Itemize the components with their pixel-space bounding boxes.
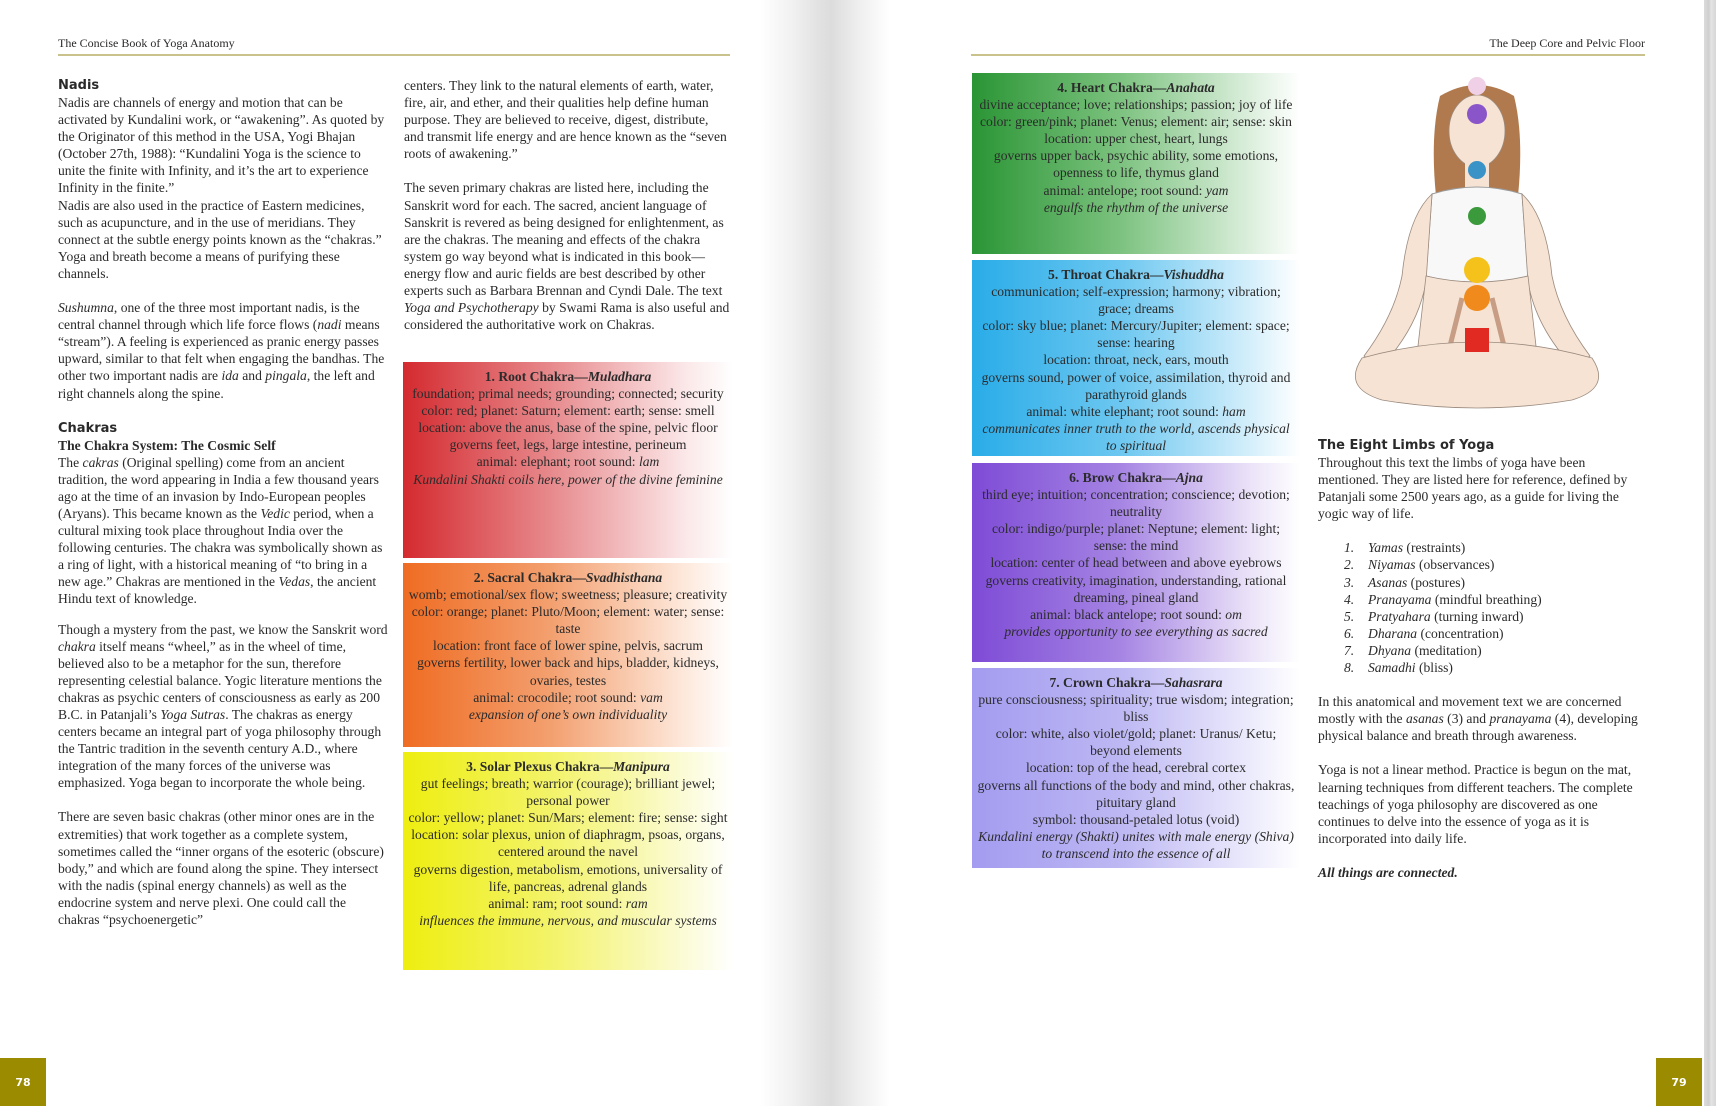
chakras-paragraph-1: The cakras (Original spelling) come from an ancient tradition, the word appearing in India a few thousand years ago at the time of an invasion by Indo-European peoples (Aryans). This became known as the Vedic period, when a cultural mixing took place throughout India over the following centuries. The chakra was symbolically shown as a ring of light, with a historical meaning of “to bring in a new age.” Chakras are mentioned in the Vedas, the ancient Hindu text of knowledge.: [58, 454, 383, 607]
chakra-box-crown: 7. Crown Chakra—Sahasrara pure consciousness; spirituality; true wisdom; integration; bliss color: white, also violet/gold; planet: Uranus/ Ketu; beyond elements location: top of the head, cerebral cortex governs all functions of the body and mind, other chakras, pituitary gland symbol: thousand-petaled lotus (void) Kundalini energy (Shakti) unites with male energy (Shiva) to transcend into the essence of all: [972, 668, 1300, 868]
left-running-head: The Concise Book of Yoga Anatomy: [58, 36, 235, 50]
chakras-paragraph-2: Though a mystery from the past, we know the Sanskrit word chakra itself means “wheel,” as in the wheel of time, believed also to be a metaphor for the sun, therefore representing celestial balance. Yogic literature mentions the chakras as psychic centers of consciousness as early as 200 B.C. in Patanjali’s Yoga Sutras. The chakras as energy centers became an integral part of yoga philosophy through the Tantric tradition in the seventh century A.D., where integration of the many forces of the universe was emphasized. Yoga began to incorporate the whole being.: [58, 621, 388, 791]
page-number-left: 78: [0, 1058, 46, 1106]
chakra-system-subheading: The Chakra System: The Cosmic Self: [58, 437, 276, 453]
chakra-box-throat: 5. Throat Chakra—Vishuddha communication; self-expression; harmony; vibration; grace; dreams color: sky blue; planet: Mercury/Jupiter; element: space; sense: hearing location: throat, neck, ears, mouth governs sound, power of voice, assimilation, thyroid and parathyroid glands animal: white elephant; root sound: ham communicates inner truth to the world, ascends physical to spiritual: [972, 260, 1300, 456]
left-column-2: [404, 77, 730, 350]
limb-item: 1. Yamas (restraints): [1344, 540, 1466, 556]
limb-item: 8. Samadhi (bliss): [1344, 660, 1453, 676]
nadis-heading: Nadis: [58, 78, 100, 93]
sushumna-paragraph: Sushumna, one of the three most important nadis, is the central channel through which life force flows (nadi means “stream”). A feeling is experienced as pranic energy passes upward, similar to that felt when engaging the bandhas. The other two important nadis are ida and pingala, the left and right channels along the spine.: [58, 300, 385, 401]
eight-limbs-intro: Throughout this text the limbs of yoga have been mentioned. They are listed here for reference, defined by Patanjali some 2500 years ago, as a guide for living the yogic way of life.: [1318, 455, 1628, 522]
right-column: [1318, 437, 1648, 898]
chakras-continued-paragraph: centers. They link to the natural elements of earth, water, fire, air, and ether, and their qualities help define human purpose. They are believed to receive, digest, distribute, and transmit life energy and are hence known as the “seven roots of awakening.”: [404, 78, 727, 162]
limb-item: 4. Pranayama (mindful breathing): [1344, 591, 1542, 607]
yoga-not-linear-paragraph: Yoga is not a linear method. Practice is begun on the mat, learning techniques from different teachers. The complete teachings of yoga philosophy are discovered as one continues to delve into the essence of yoga as it is incorporated into daily life.: [1318, 762, 1633, 846]
chakra-box-sacral: 2. Sacral Chakra—Svadhisthana womb; emotional/sex flow; sweetness; pleasure; creativity color: orange; planet: Pluto/Moon; element: water; sense: taste location: front face of lower spine, pelvis, sacrum governs fertility, lower back and hips, bladder, kidneys, ovaries, testes animal: crocodile; root sound: vam expansion of one’s own individuality: [403, 563, 733, 747]
left-column-1: [58, 77, 388, 945]
chakra-box-heart: 4. Heart Chakra—Anahata divine acceptance; love; relationships; passion; joy of life color: green/pink; planet: Venus; element: air; sense: skin location: upper chest, heart, lungs governs upper back, psychic ability, some emotions, openness to life, thymus gland animal: antelope; root sound: yam engulfs the rhythm of the universe: [972, 73, 1300, 254]
page-number-right: 79: [1656, 1058, 1702, 1106]
page-edge: [1704, 0, 1716, 1106]
book-gutter-shadow: [760, 0, 890, 1106]
limb-item: 3. Asanas (postures): [1344, 574, 1466, 590]
limb-item: 2. Niyamas (observances): [1344, 557, 1495, 573]
eight-limbs-heading: The Eight Limbs of Yoga: [1318, 438, 1495, 453]
chakras-paragraph-3: There are seven basic chakras (other minor ones are in the extremities) that work together as a complete system, sometimes called the “inner organs of the esoteric (obscure) body,” and which are found along the spine. They intersect with the nadis (spinal energy channels) as well as the endocrine system and nerve plexi. One could call the chakras “psychoenergetic”: [58, 809, 384, 928]
chakra-box-solar-plexus: 3. Solar Plexus Chakra—Manipura gut feelings; breath; warrior (courage); brilliant jewel; personal power color: yellow; planet: Sun/Mars; element: fire; sense: sight location: solar plexus, union of diaphragm, psoas, organs, centered around the navel governs digestion, metabolism, emotions, universality of life, pancreas, adrenal glands animal: ram; root sound: ram influences the immune, nervous, and muscular systems: [403, 752, 733, 970]
eight-limbs-list: [1318, 539, 1648, 676]
seven-chakras-paragraph: The seven primary chakras are listed here, including the Sanskrit word for each. The sacred, ancient language of Sanskrit is revered as being designed for enlightenment, as are the chakras. The meaning and effects of the chakra system go way beyond what is indicated in this book—energy flow and auric fields are best described by other experts such as Barbara Brennan and Cyndi Dale. The text Yoga and Psychotherapy by Swami Rama is also useful and considered the authoritative work on Chakras.: [404, 180, 730, 333]
limb-item: 7. Dhyana (meditation): [1344, 642, 1482, 658]
right-running-head: The Deep Core and Pelvic Floor: [1489, 36, 1645, 50]
closing-statement: All things are connected.: [1318, 864, 1458, 880]
header-rule-left: [58, 54, 730, 56]
meditating-figure-icon: [1322, 76, 1632, 412]
asanas-pranayama-paragraph: In this anatomical and movement text we are concerned mostly with the asanas (3) and pranayama (4), developing physical balance and breath through awareness.: [1318, 694, 1638, 744]
nadis-paragraph-2: Nadis are also used in the practice of Eastern medicines, such as acupuncture, and in the use of meridians. They connect at the subtle energy points known as the “chakras.” Yoga and breath become a means of purifying these channels.: [58, 197, 382, 281]
limb-item: 5. Pratyahara (turning inward): [1344, 608, 1524, 624]
chakra-box-brow: 6. Brow Chakra—Ajna third eye; intuition; concentration; conscience; devotion; neutrality color: indigo/purple; planet: Neptune; element: light; sense: the mind location: center of head between and above eyebrows governs creativity, imagination, understanding, rational dreaming, pineal gland animal: black antelope; root sound: om provides opportunity to see everything as sacred: [972, 463, 1300, 662]
limb-item: 6. Dharana (concentration): [1344, 625, 1504, 641]
nadis-paragraph-1: Nadis are channels of energy and motion that can be activated by Kundalini work, or “awakening”. As quoted by the Originator of this method in the USA, Yogi Bhajan (October 27th, 1988): “Kundalini Yoga is the science to unite the finite with Infinity, and it’s the art to experience Infinity in the finite.”: [58, 95, 385, 196]
header-rule-right: [971, 54, 1645, 56]
chakra-figure-illustration: [1322, 76, 1632, 412]
chakras-heading: Chakras: [58, 420, 118, 436]
chakra-box-root: 1. Root Chakra—Muladhara foundation; primal needs; grounding; connected; security color: red; planet: Saturn; element: earth; sense: smell location: above the anus, base of the spine, pelvic floor governs feet, legs, large intestine, perineum animal: elephant; root sound: lam Kundalini Shakti coils here, power of the divine feminine: [403, 362, 733, 558]
